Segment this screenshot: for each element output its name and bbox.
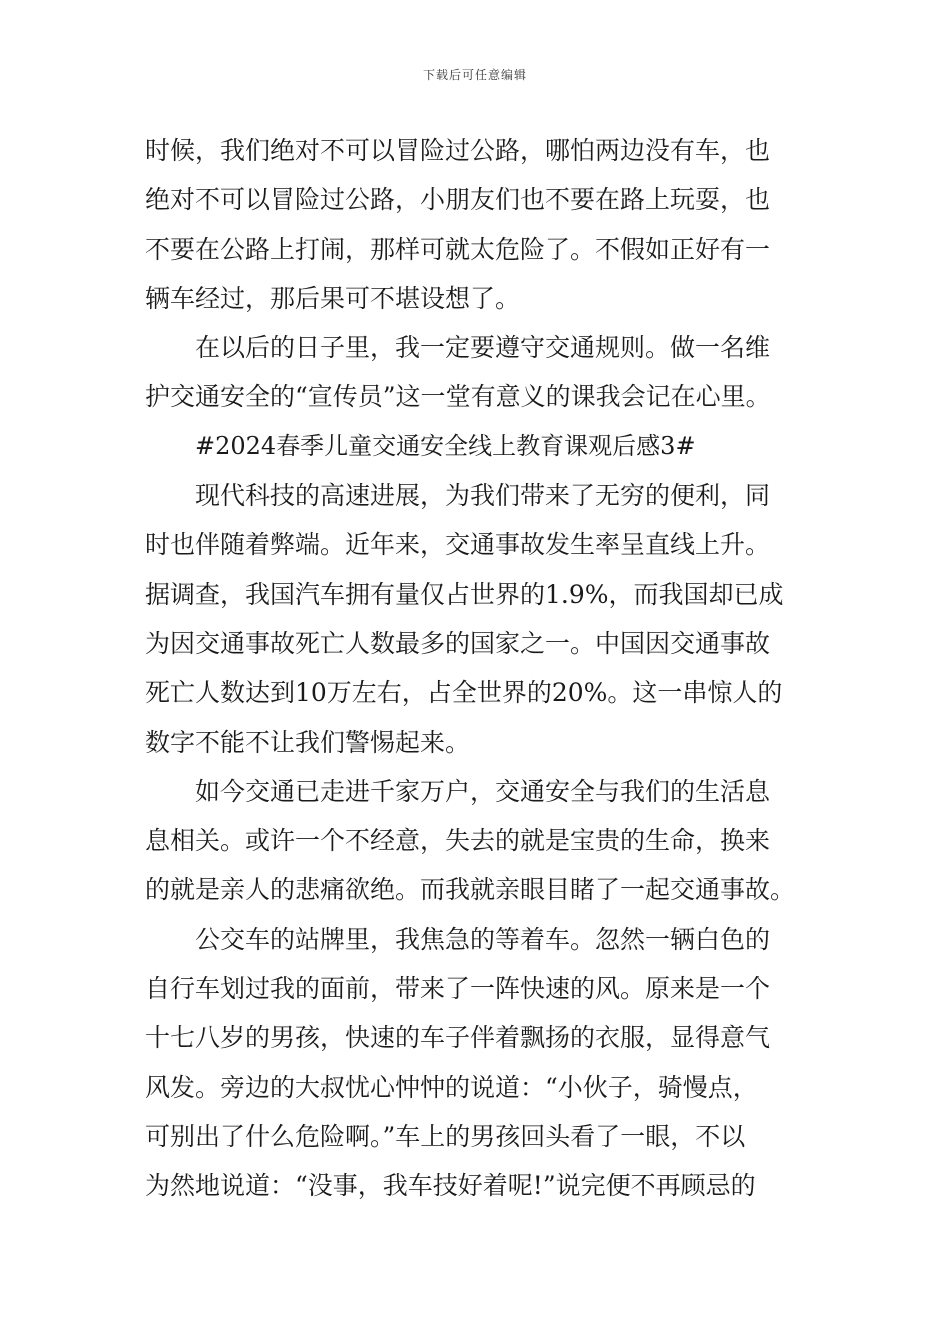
text-line: 不要在公路上打闹，那样可就太危险了。不假如正好有一 [145, 234, 771, 264]
text-line: 自行车划过我的面前，带来了一阵快速的风。原来是一个 [145, 974, 771, 1004]
text-line: 时候，我们绝对不可以冒险过公路，哪怕两边没有车，也 [145, 136, 771, 165]
text-line: 死亡人数达到10万左右，占全世界的20%。这一串惊人的 [145, 678, 783, 708]
page-header: 下载后可任意编辑 [422, 68, 527, 82]
text-line: 时也伴随着弊端。近年来，交通事故发生率呈直线上升。 [145, 530, 771, 560]
text-line: 如今交通已走进千家万户，交通安全与我们的生活息 [195, 776, 771, 806]
text-line: 的就是亲人的悲痛欲绝。而我就亲眼目睹了一起交通事故。 [145, 875, 796, 905]
text-line: 息相关。或许一个不经意，失去的就是宝贵的生命，换来 [145, 826, 771, 856]
text-line: 为因交通事故死亡人数最多的国家之一。中国因交通事故 [145, 628, 771, 658]
text-line: 辆车经过，那后果可不堪设想了。 [145, 283, 521, 313]
text-line: 公交车的站牌里，我焦急的等着车。忽然一辆白色的 [195, 924, 771, 954]
text-line: 十七八岁的男孩，快速的车子伴着飘扬的衣服，显得意气 [145, 1023, 771, 1053]
text-line: 据调查，我国汽车拥有量仅占世界的1.9%，而我国却已成 [145, 579, 784, 609]
text-line: 现代科技的高速进展，为我们带来了无穷的便利，同 [195, 481, 771, 511]
text-line: 绝对不可以冒险过公路，小朋友们也不要在路上玩耍，也 [145, 185, 771, 215]
text-line: 在以后的日子里，我一定要遵守交通规则。做一名维 [195, 333, 771, 363]
text-line: 风发。旁边的大叔忧心忡忡的说道：“小伙子，骑慢点， [145, 1072, 758, 1102]
text-line: 可别出了什么危险啊。”车上的男孩回头看了一眼，不以 [145, 1121, 746, 1151]
section-heading: #2024春季儿童交通安全线上教育课观后感3# [195, 431, 696, 460]
text-line: 数字不能不让我们警惕起来。 [145, 727, 471, 757]
text-line: 为然地说道：“没事，我车技好着呢!”说完便不再顾忌的 [145, 1171, 756, 1201]
document-body [145, 126, 810, 1211]
text-line: 护交通安全的“宣传员”这一堂有意义的课我会记在心里。 [145, 382, 771, 412]
